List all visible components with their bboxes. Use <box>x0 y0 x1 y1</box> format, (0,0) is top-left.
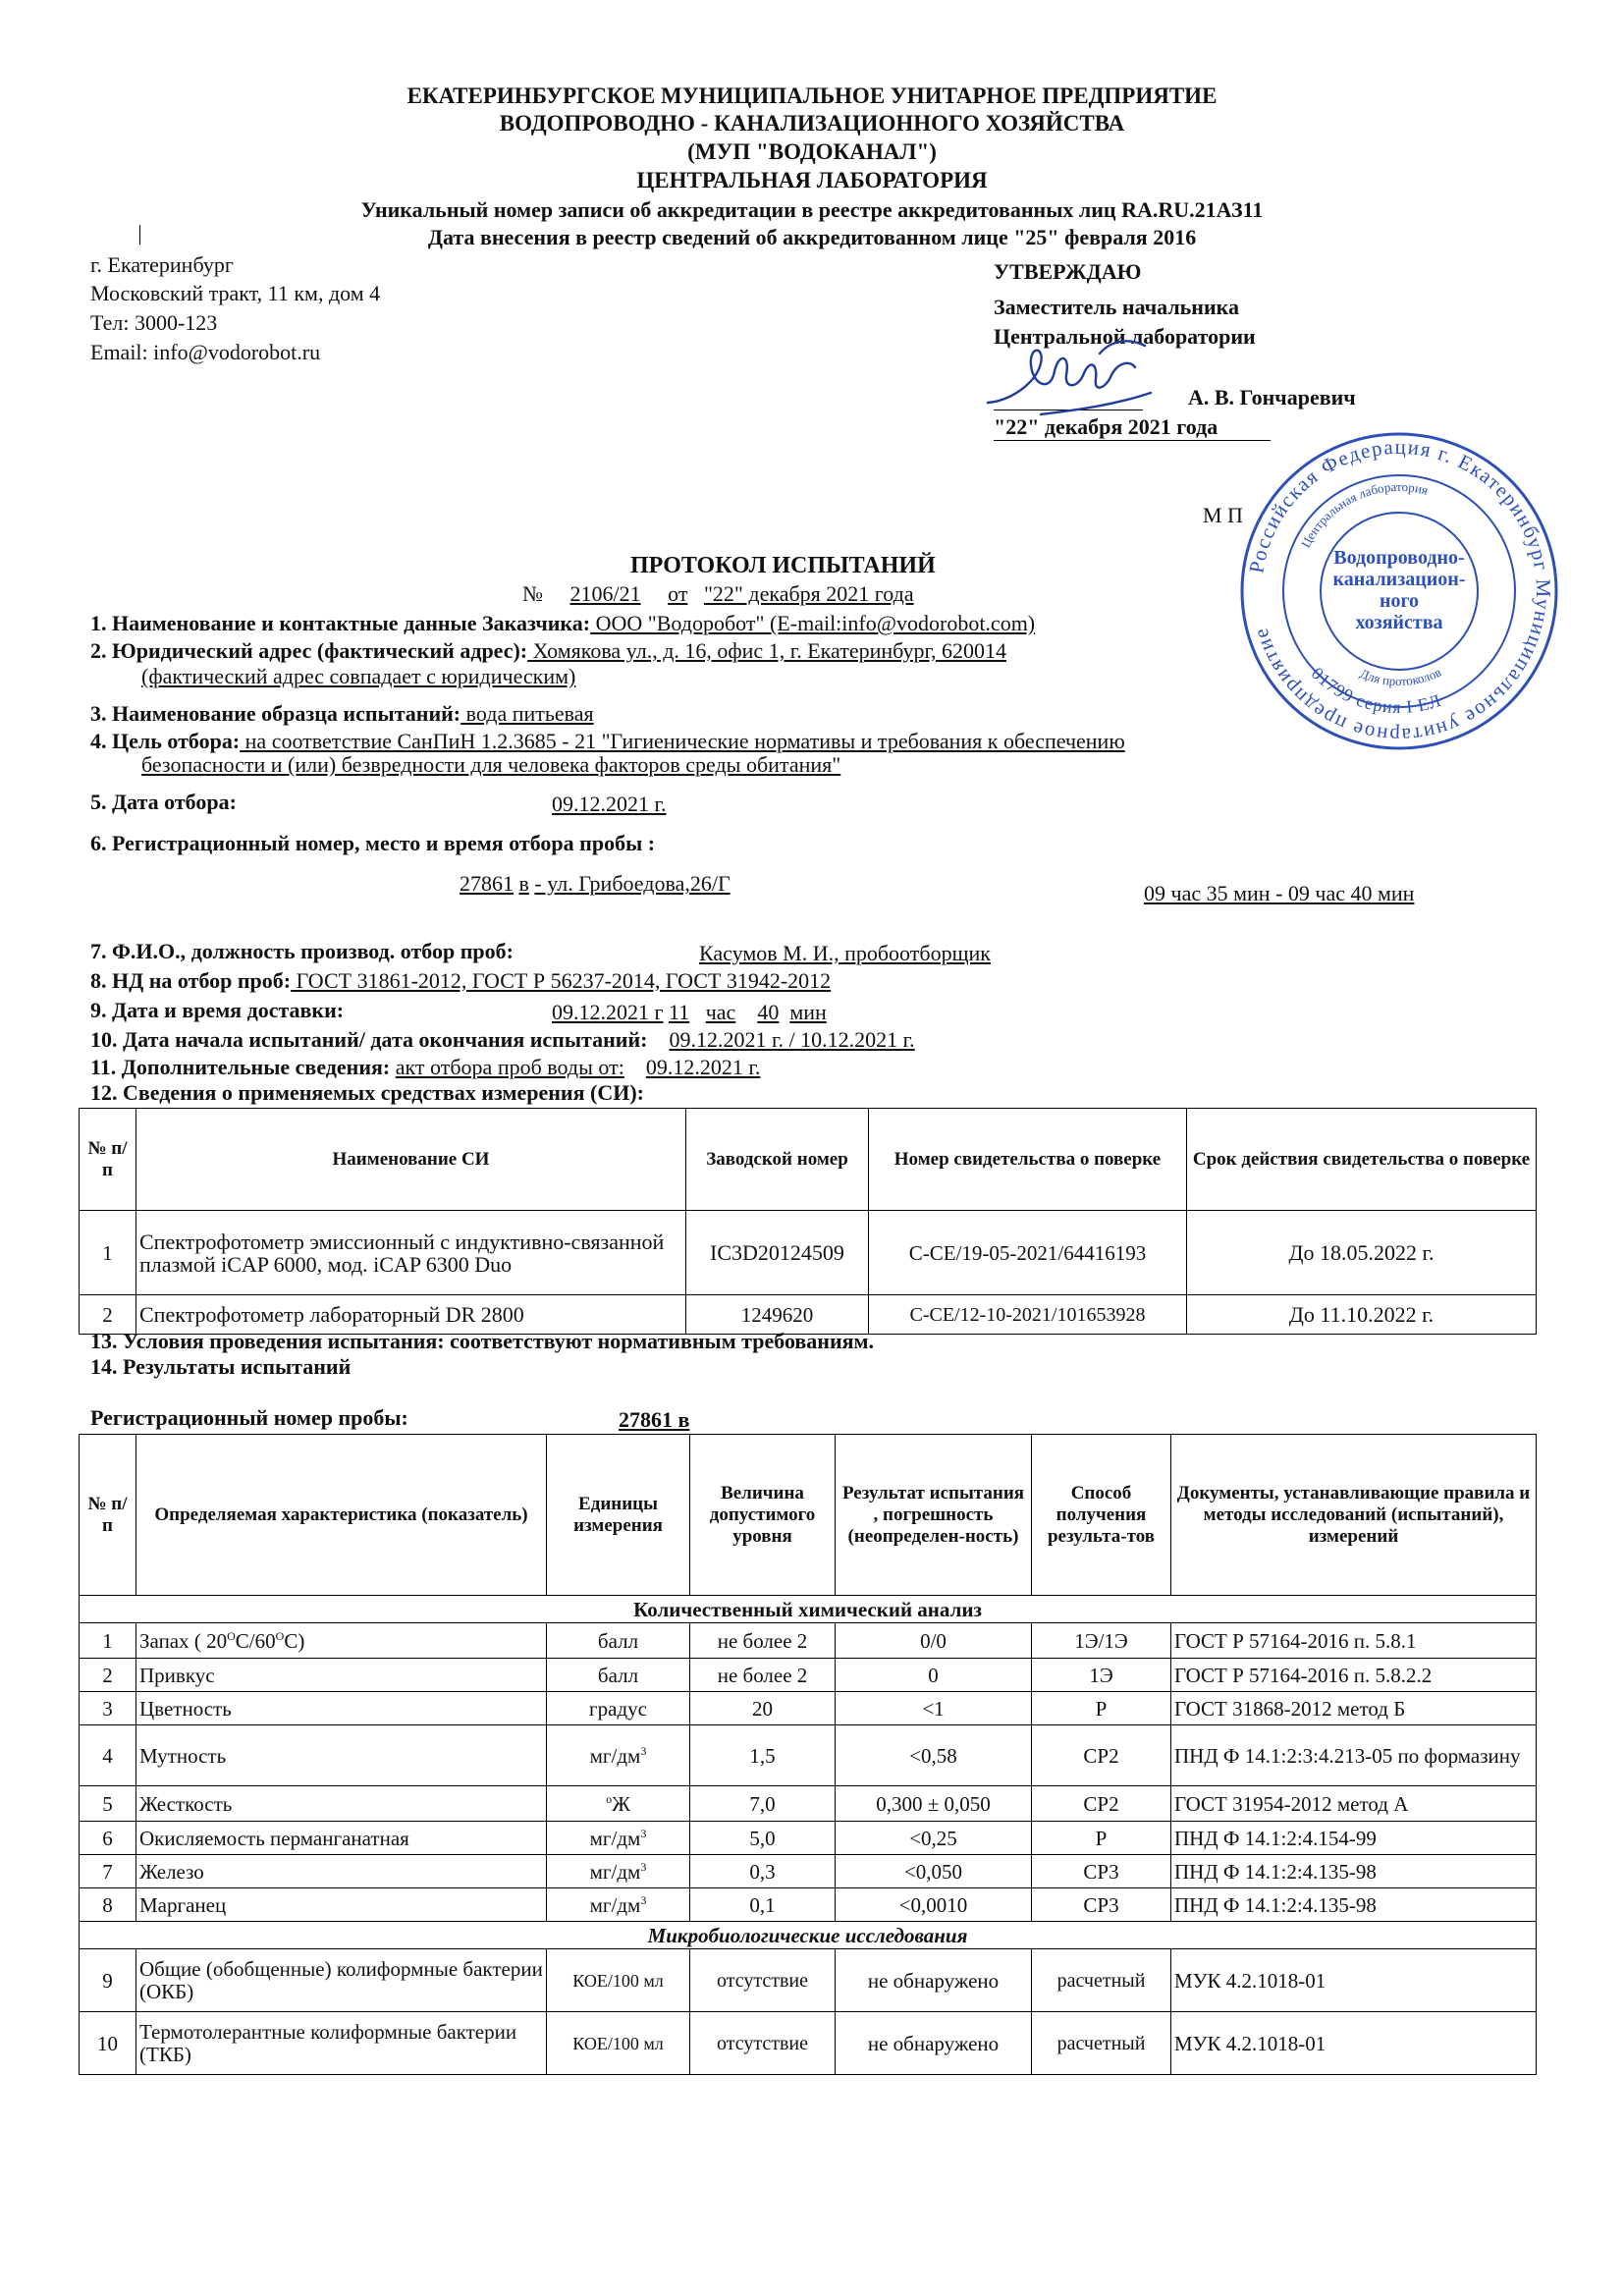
table-row <box>80 1949 1537 2012</box>
svg-text:Российская Федерация г. Екатер: Российская Федерация г. Екатеринбург Муниципальное унитарное предприятие <box>1244 434 1556 748</box>
measuring-instruments-table <box>79 1108 1537 1335</box>
s14-label: 14. Результаты испытаний <box>90 1354 352 1379</box>
units: $^о$Ж <box>547 1786 690 1822</box>
test-end-date: / 10.12.2021 г. <box>784 1027 915 1052</box>
svg-text:канализацион-: канализацион- <box>1332 569 1466 590</box>
serial-number: IC3D20124509 <box>686 1211 869 1295</box>
protocol-from-label: от <box>668 581 688 606</box>
method-code: СР2 <box>1032 1786 1171 1822</box>
table-row <box>80 1786 1537 1822</box>
org-name-line1: ЕКАТЕРИНБУРГСКОЕ МУНИЦИПАЛЬНОЕ УНИТАРНОЕ ПРЕДПРИЯТИЕ <box>406 83 1218 108</box>
protocol-title: ПРОТОКОЛ ИСПЫТАНИЙ <box>630 553 936 578</box>
row-number: 7 <box>80 1855 136 1888</box>
allowed-level: 0,1 <box>690 1888 836 1922</box>
allowed-level: 0,3 <box>690 1855 836 1888</box>
row-number: 10 <box>80 2012 136 2075</box>
characteristic-name: Жесткость <box>136 1786 547 1822</box>
group-microbiology: Микробиологические исследования <box>80 1922 1537 1949</box>
address-street: Московский тракт, 11 км, дом 4 <box>90 281 381 305</box>
units: $мг/дм^3$ <box>547 1725 690 1786</box>
characteristic-name: Общие (обобщенные) колиформные бактерии (ОКБ) <box>136 1949 547 2012</box>
delivery-date: 09.12.2021 г <box>552 1000 664 1024</box>
method-document: ПНД Ф 14.1:2:4.135-98 <box>1171 1888 1537 1922</box>
units: КОЕ/100 мл <box>547 1949 690 2012</box>
svg-text:Водопроводно-: Водопроводно- <box>1333 547 1465 569</box>
sample-name: вода питьевая <box>460 701 594 726</box>
allowed-level: не более 2 <box>690 1623 836 1659</box>
row-number: 6 <box>80 1822 136 1855</box>
s5-label: 5. Дата отбора: <box>90 790 237 814</box>
s11-label: 11. Дополнительные сведения: <box>90 1055 391 1079</box>
svg-text:хозяйства: хозяйства <box>1355 612 1443 633</box>
s2-label: 2. Юридический адрес (фактический адрес): <box>90 638 528 663</box>
address-email: Email: info@vodorobot.ru <box>90 340 321 364</box>
sampler-name: Касумов М. И., пробоотборщик <box>699 941 991 965</box>
s6-label: 6. Регистрационный номер, место и время отбора пробы : <box>90 831 656 855</box>
result-value: <0,050 <box>836 1855 1032 1888</box>
header-divider <box>139 225 141 245</box>
actual-address-note: (фактический адрес совпадает с юридическим) <box>141 664 576 688</box>
certificate-number: С-СЕ/19-05-2021/64416193 <box>869 1211 1187 1295</box>
table-row <box>80 1855 1537 1888</box>
method-document: МУК 4.2.1018-01 <box>1171 1949 1537 2012</box>
col-header-certificate: Номер свидетельства о поверке <box>869 1109 1187 1211</box>
result-value: 0,300 ± 0,050 <box>836 1786 1032 1822</box>
units: балл <box>547 1659 690 1692</box>
protocol-date: "22" декабря 2021 года <box>703 581 914 606</box>
allowed-level: отсутствие <box>690 2012 836 2075</box>
method-code: Р <box>1032 1692 1171 1725</box>
col-header-si-name: Наименование СИ <box>136 1109 686 1211</box>
allowed-level: не более 2 <box>690 1659 836 1692</box>
units: $мг/дм^3$ <box>547 1822 690 1855</box>
row-number: 3 <box>80 1692 136 1725</box>
method-document: МУК 4.2.1018-01 <box>1171 2012 1537 2075</box>
organization-seal-icon <box>1232 424 1566 758</box>
customer-name: ООО "Водоробот" (E-mail:info@vodorobot.com) <box>590 611 1036 635</box>
allowed-level: 7,0 <box>690 1786 836 1822</box>
approver-name: А. В. Гончаревич <box>1188 385 1356 410</box>
row-number: 1 <box>80 1623 136 1659</box>
sampling-purpose-line1: на соответствие СанПиН 1.2.3685 - 21 "Гигиенические нормативы и требования к обеспечению <box>240 729 1125 753</box>
delivery-hour: 11 <box>669 1000 690 1024</box>
s13-label: 13. Условия проведения испытания: соответствуют нормативным требованиям. <box>90 1329 875 1353</box>
row-number: 2 <box>80 1659 136 1692</box>
address-city: г. Екатеринбург <box>90 252 234 277</box>
characteristic-name: Термотолерантные колиформные бактерии (ТКБ) <box>136 2012 547 2075</box>
registration-number-value: 27861 в <box>619 1407 690 1432</box>
method-code: расчетный <box>1032 2012 1171 2075</box>
signature-icon <box>982 324 1159 432</box>
legal-address: Хомякова ул., д. 16, офис 1, г. Екатеринбург, 620014 <box>527 638 1007 663</box>
svg-text:Для протоколов: Для протоколов <box>1357 664 1444 689</box>
table-row <box>80 1888 1537 1922</box>
sampling-place: - ул. Грибоедова,26/Г <box>534 871 731 896</box>
test-results-table <box>79 1434 1537 2075</box>
units: градус <box>547 1692 690 1725</box>
row-number: 2 <box>80 1295 136 1335</box>
sampling-time: 09 час 35 мин - 09 час 40 мин <box>1144 881 1415 905</box>
col-header-validity: Срок действия свидетельства о поверке <box>1187 1109 1537 1211</box>
col-header-units: Единицы измерения <box>547 1435 690 1596</box>
registration-suffix: в <box>518 871 529 896</box>
certificate-number: С-СЕ/12-10-2021/101653928 <box>869 1295 1187 1335</box>
characteristic-name: Привкус <box>136 1659 547 1692</box>
svg-text:01799 серия I ЕЛ: 01799 серия I ЕЛ <box>1307 663 1444 718</box>
col-header-number: № п/п <box>80 1109 136 1211</box>
approval-title: УТВЕРЖДАЮ <box>994 259 1142 284</box>
characteristic-name: Марганец <box>136 1888 547 1922</box>
characteristic-name: Железо <box>136 1855 547 1888</box>
units: КОЕ/100 мл <box>547 2012 690 2075</box>
si-name: Спектрофотометр лабораторный DR 2800 <box>136 1295 686 1335</box>
row-number: 4 <box>80 1725 136 1786</box>
approval-date-underline <box>994 440 1271 441</box>
registration-number: 27861 <box>460 871 514 896</box>
col-header-number: № п/п <box>80 1435 136 1596</box>
address-phone: Тел: 3000-123 <box>90 310 218 335</box>
method-document: ГОСТ Р 57164-2016 п. 5.8.2.2 <box>1171 1659 1537 1692</box>
additional-info: акт отбора проб воды от: <box>395 1055 624 1079</box>
approval-role1: Заместитель начальника <box>994 295 1239 319</box>
method-code: расчетный <box>1032 1949 1171 2012</box>
col-header-characteristic: Определяемая характеристика (показатель) <box>136 1435 547 1596</box>
col-header-documents: Документы, устанавливающие правила и методы исследований (испытаний), измерений <box>1171 1435 1537 1596</box>
result-value: не обнаружено <box>836 1949 1032 2012</box>
stamp-place-mark: М П <box>1203 503 1243 527</box>
row-number: 5 <box>80 1786 136 1822</box>
group-chemical-analysis: Количественный химический анализ <box>80 1596 1537 1623</box>
method-code: СР3 <box>1032 1888 1171 1922</box>
col-header-result: Результат испытания , погрешность (неопределен-ность) <box>836 1435 1032 1596</box>
serial-number: 1249620 <box>686 1295 869 1335</box>
characteristic-name: Цветность <box>136 1692 547 1725</box>
characteristic-name: Окисляемость перманганатная <box>136 1822 547 1855</box>
lab-name: ЦЕНТРАЛЬНАЯ ЛАБОРАТОРИЯ <box>636 168 988 192</box>
result-value: <0,58 <box>836 1725 1032 1786</box>
col-header-serial: Заводской номер <box>686 1109 869 1211</box>
method-document: ПНД Ф 14.1:2:3:4.213-05 по формазину <box>1171 1725 1537 1786</box>
org-name-line2: ВОДОПРОВОДНО - КАНАЛИЗАЦИОННОГО ХОЗЯЙСТВА <box>499 111 1125 136</box>
delivery-minute-label: мин <box>789 1000 827 1024</box>
units: балл <box>547 1623 690 1659</box>
table-row <box>80 1659 1537 1692</box>
method-document: ГОСТ 31868-2012 метод Б <box>1171 1692 1537 1725</box>
result-value: <0,0010 <box>836 1888 1032 1922</box>
result-value: 0 <box>836 1659 1032 1692</box>
certificate-validity: До 18.05.2022 г. <box>1187 1211 1537 1295</box>
allowed-level: 20 <box>690 1692 836 1725</box>
units: $мг/дм^3$ <box>547 1855 690 1888</box>
table-row <box>80 1692 1537 1725</box>
svg-text:ного: ного <box>1379 590 1420 612</box>
method-code: Р <box>1032 1822 1171 1855</box>
s4-label: 4. Цель отбора: <box>90 729 241 753</box>
protocol-number: 2106/21 <box>569 581 641 606</box>
method-document: ПНД Ф 14.1:2:4.135-98 <box>1171 1855 1537 1888</box>
s3-label: 3. Наименование образца испытаний: <box>90 701 461 726</box>
row-number: 9 <box>80 1949 136 2012</box>
table-header-row <box>80 1435 1537 1596</box>
org-name-line3: (МУП "ВОДОКАНАЛ") <box>687 139 937 164</box>
result-value: <0,25 <box>836 1822 1032 1855</box>
test-start-date: 09.12.2021 г. <box>669 1027 785 1052</box>
col-header-method: Способ получения результа-тов <box>1032 1435 1171 1596</box>
row-number: 8 <box>80 1888 136 1922</box>
result-value: не обнаружено <box>836 2012 1032 2075</box>
s12-label: 12. Сведения о применяемых средствах измерения (СИ): <box>90 1080 644 1105</box>
sampling-purpose-line2: безопасности и (или) безвредности для человека факторов среды обитания" <box>141 752 841 777</box>
result-value: <1 <box>836 1692 1032 1725</box>
units: $мг/дм^3$ <box>547 1888 690 1922</box>
approval-role2: Центральной лаборатории <box>994 324 1256 349</box>
method-code: 1Э/1Э <box>1032 1623 1171 1659</box>
additional-info-date: 09.12.2021 г. <box>645 1055 761 1079</box>
allowed-level: отсутствие <box>690 1949 836 2012</box>
svg-text:Центральная лаборатория: Центральная лаборатория <box>1297 478 1430 550</box>
s7-label: 7. Ф.И.О., должность производ. отбор проб: <box>90 939 514 963</box>
sampling-date: 09.12.2021 г. <box>552 792 667 816</box>
approval-date: "22" декабря 2021 года <box>994 414 1218 439</box>
s10-label: 10. Дата начала испытаний/ дата окончания испытаний: <box>90 1027 648 1052</box>
protocol-no-label: № <box>522 581 543 606</box>
table-row <box>80 1623 1537 1659</box>
table-header-row <box>80 1109 1537 1211</box>
delivery-minute: 40 <box>757 1000 780 1024</box>
allowed-level: 1,5 <box>690 1725 836 1786</box>
accreditation-number: Уникальный номер записи об аккредитации в реестре аккредитованных лиц RA.RU.21АЗ11 <box>360 197 1264 222</box>
si-name: Спектрофотометр эмиссионный с индуктивно-связанной плазмой iCAP 6000, мод. iCAP 6300 Duo <box>136 1211 686 1295</box>
method-document: ГОСТ Р 57164-2016 п. 5.8.1 <box>1171 1623 1537 1659</box>
method-code: СР2 <box>1032 1725 1171 1786</box>
delivery-hour-label: час <box>705 1000 736 1024</box>
table-row <box>80 2012 1537 2075</box>
method-document: ПНД Ф 14.1:2:4.154-99 <box>1171 1822 1537 1855</box>
accreditation-date: Дата внесения в реестр сведений об аккредитованном лице "25" февраля 2016 <box>427 225 1197 249</box>
table-row <box>80 1211 1537 1295</box>
method-code: 1Э <box>1032 1659 1171 1692</box>
row-number: 1 <box>80 1211 136 1295</box>
s1-label: 1. Наименование и контактные данные Заказчика: <box>90 611 591 635</box>
certificate-validity: До 11.10.2022 г. <box>1187 1295 1537 1335</box>
s8-label: 8. НД на отбор проб: <box>90 968 292 993</box>
table-row <box>80 1822 1537 1855</box>
characteristic-name: Запах ( $20^ОС/60^ОС$) <box>136 1623 547 1659</box>
sampling-standards: ГОСТ 31861-2012, ГОСТ Р 56237-2014, ГОСТ 31942-2012 <box>291 968 832 993</box>
method-code: СР3 <box>1032 1855 1171 1888</box>
table-row <box>80 1725 1537 1786</box>
s9-label: 9. Дата и время доставки: <box>90 998 345 1022</box>
result-value: 0/0 <box>836 1623 1032 1659</box>
col-header-allowed-level: Величина допустимого уровня <box>690 1435 836 1596</box>
registration-number-label: Регистрационный номер пробы: <box>90 1405 408 1430</box>
method-document: ГОСТ 31954-2012 метод А <box>1171 1786 1537 1822</box>
characteristic-name: Мутность <box>136 1725 547 1786</box>
allowed-level: 5,0 <box>690 1822 836 1855</box>
